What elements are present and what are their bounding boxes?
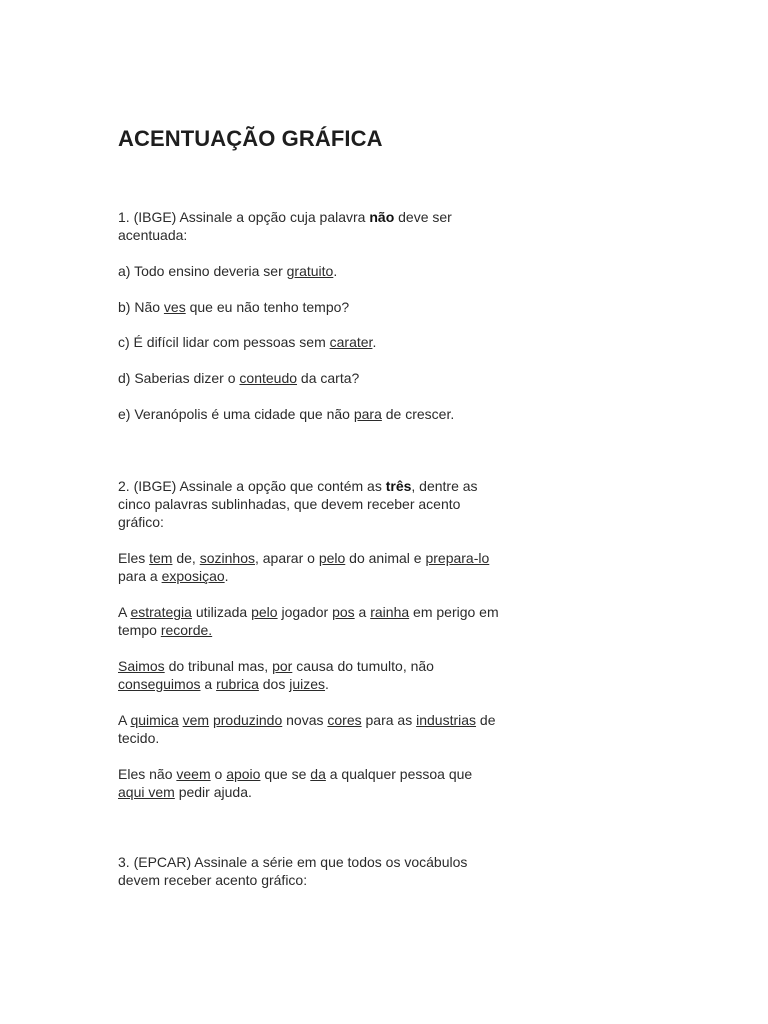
text-segment: 1. (IBGE) Assinale a opção cuja palavra <box>118 209 370 225</box>
text-line <box>118 711 495 729</box>
text-segment: que eu não tenho tempo? <box>185 299 350 315</box>
text-segment: Eles <box>118 550 150 566</box>
bold-word: não <box>369 209 395 225</box>
text-line <box>118 549 489 567</box>
page-title: ACENTUAÇÃO GRÁFICA <box>118 126 383 151</box>
text-line <box>118 603 499 621</box>
text-line <box>118 208 452 226</box>
text-line <box>118 495 478 513</box>
text-segment: do tribunal mas, <box>164 658 273 674</box>
underlined-word: conteudo <box>239 370 298 386</box>
text-segment: acentuada: <box>118 227 188 243</box>
underlined-word: Saimos <box>118 658 165 674</box>
text-line <box>118 657 434 675</box>
text-segment: Eles não <box>118 766 177 782</box>
question-1-option-a <box>118 262 337 280</box>
underlined-word: para <box>353 406 382 422</box>
question-2-sentence-4 <box>118 711 495 747</box>
underlined-word: quimica <box>130 712 179 728</box>
text-segment: a qualquer pessoa que <box>325 766 473 782</box>
text-segment: dos <box>258 676 290 692</box>
underlined-word: aqui vem <box>118 784 175 800</box>
text-line <box>118 298 349 316</box>
text-segment: para a <box>118 568 162 584</box>
underlined-word: prepara-lo <box>425 550 490 566</box>
question-2-sentence-5 <box>118 765 472 801</box>
text-segment: o <box>210 766 227 782</box>
underlined-word: pos <box>332 604 355 620</box>
text-line <box>118 226 452 244</box>
underlined-word: industrias <box>416 712 477 728</box>
text-segment: , dentre as <box>411 478 478 494</box>
underlined-word: cores <box>327 712 362 728</box>
text-line <box>118 369 359 387</box>
text-segment: . <box>333 263 338 279</box>
underlined-word: veem <box>176 766 211 782</box>
underlined-word: conseguimos <box>118 676 201 692</box>
question-1-option-c <box>118 333 376 351</box>
underlined-word: juizes <box>289 676 326 692</box>
underlined-word: tem <box>149 550 173 566</box>
text-segment: de <box>476 712 496 728</box>
text-segment: . <box>224 568 229 584</box>
text-segment: , aparar o <box>254 550 319 566</box>
text-segment: que se <box>260 766 311 782</box>
underlined-word: ves <box>163 299 186 315</box>
question-1-option-e <box>118 405 454 423</box>
question-2-sentence-2 <box>118 603 499 639</box>
question-2-sentence-3 <box>118 657 434 693</box>
bold-word: três <box>385 478 412 494</box>
underlined-word: da <box>310 766 326 782</box>
underlined-word: apoio <box>226 766 261 782</box>
question-1-option-b <box>118 298 349 316</box>
text-segment: gráfico: <box>118 514 164 530</box>
text-line <box>118 853 467 871</box>
question-2-prompt <box>118 477 478 531</box>
text-segment: e) Veranópolis é uma cidade que não <box>118 406 354 422</box>
text-segment: tecido. <box>118 730 160 746</box>
text-line <box>118 765 472 783</box>
underlined-word: sozinhos <box>199 550 255 566</box>
underlined-word: produzindo <box>212 712 283 728</box>
underlined-word: rubrica <box>216 676 259 692</box>
underlined-word: estrategia <box>130 604 192 620</box>
text-line <box>118 262 337 280</box>
question-2-sentence-1 <box>118 549 489 585</box>
text-line <box>118 333 376 351</box>
underlined-word: rainha <box>370 604 410 620</box>
text-line <box>118 567 489 585</box>
text-line <box>118 783 472 801</box>
underlined-word: pelo <box>251 604 278 620</box>
text-segment: . <box>372 334 377 350</box>
text-segment: utilizada <box>191 604 252 620</box>
text-line <box>118 513 478 531</box>
text-segment: A <box>118 712 131 728</box>
text-segment: causa do tumulto, não <box>292 658 434 674</box>
text-segment: de, <box>172 550 200 566</box>
underlined-word: carater <box>329 334 373 350</box>
text-segment: a <box>354 604 371 620</box>
text-segment: de crescer. <box>381 406 455 422</box>
text-segment: do animal e <box>345 550 426 566</box>
text-segment: deve ser <box>394 209 452 225</box>
text-segment: cinco palavras sublinhadas, que devem receber acento <box>118 496 461 512</box>
underlined-word: vem <box>182 712 210 728</box>
text-line <box>118 871 467 889</box>
text-segment: a) Todo ensino deveria ser <box>118 263 287 279</box>
text-line <box>118 477 478 495</box>
text-segment: A <box>118 604 131 620</box>
text-segment: 3. (EPCAR) Assinale a série em que todos os vocábulos <box>118 854 468 870</box>
text-segment: . <box>325 676 329 692</box>
text-line <box>118 675 434 693</box>
text-segment: d) Saberias dizer o <box>118 370 240 386</box>
underlined-word: pelo <box>318 550 346 566</box>
text-segment: a <box>200 676 217 692</box>
text-segment: para as <box>361 712 417 728</box>
text-segment: pedir ajuda. <box>174 784 252 800</box>
text-segment: da carta? <box>297 370 360 386</box>
text-line <box>118 405 454 423</box>
text-segment: 2. (IBGE) Assinale a opção que contém as <box>118 478 386 494</box>
text-segment: b) Não <box>118 299 164 315</box>
text-segment: devem receber acento gráfico: <box>118 872 308 888</box>
underlined-word: exposiçao <box>161 568 225 584</box>
text-line <box>118 729 495 747</box>
text-segment: novas <box>282 712 328 728</box>
question-3-prompt <box>118 853 467 889</box>
underlined-word: por <box>272 658 293 674</box>
text-segment: jogador <box>277 604 333 620</box>
underlined-word: recorde. <box>160 622 213 638</box>
text-segment: tempo <box>118 622 161 638</box>
question-1-prompt <box>118 208 452 244</box>
text-line <box>118 621 499 639</box>
text-segment: c) É difícil lidar com pessoas sem <box>118 334 330 350</box>
question-1-option-d <box>118 369 359 387</box>
underlined-word: gratuito <box>286 263 334 279</box>
text-segment: em perigo em <box>409 604 499 620</box>
